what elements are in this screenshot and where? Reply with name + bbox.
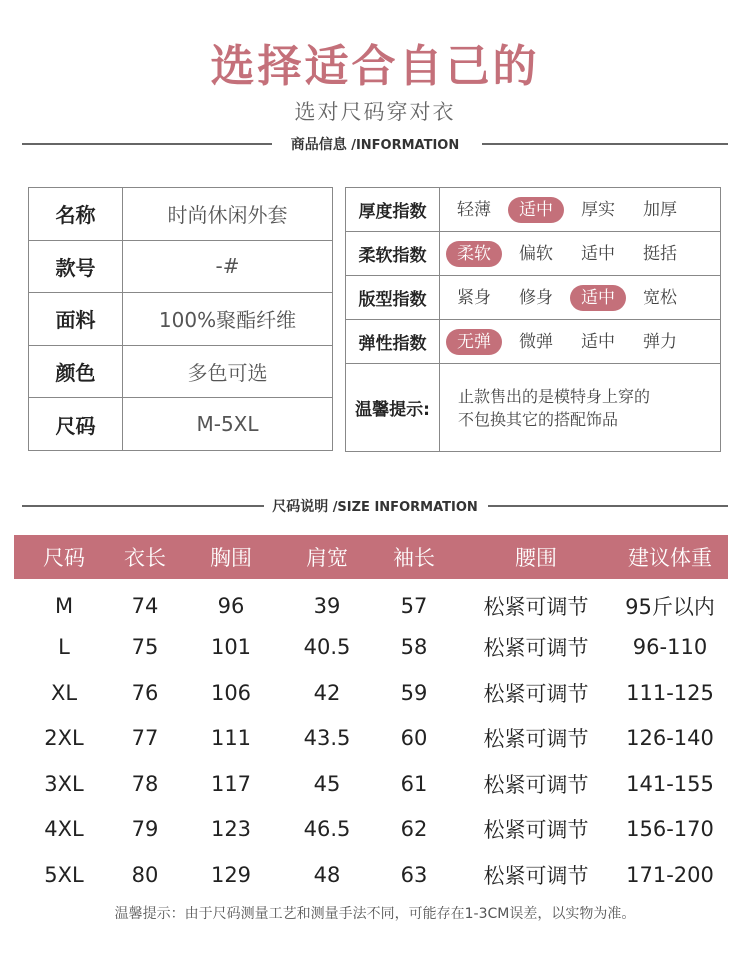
size-cell: 96-110 [632,635,708,660]
size-cell: 57 [400,593,428,618]
info-row [29,345,333,398]
info-key: 款号 [29,240,123,293]
info-row [29,240,333,293]
info-row [29,293,333,346]
size-cell: 3XL [44,771,84,796]
size-cell: 129 [210,862,252,887]
table-row [14,716,728,762]
index-option: 柔软 [446,241,502,267]
size-cell: 45 [313,771,341,796]
size-cell: 58 [400,635,428,660]
info-value: 多色可选 [123,345,333,398]
size-cell: XL [50,680,78,705]
info-key: 颜色 [29,345,123,398]
index-row [346,232,721,276]
section-title-en: /SIZE INFORMATION [332,500,478,515]
size-header-row [14,535,728,579]
size-cell: L [58,635,70,660]
index-option: 适中 [581,243,615,264]
size-cell: 松紧可调节 [483,863,589,888]
tip-line-1: 止款售出的是模特身上穿的 [458,386,651,406]
index-option: 无弹 [446,329,502,355]
size-section-header [0,494,750,518]
size-cell: 43.5 [303,726,351,751]
index-option: 轻薄 [457,199,491,220]
size-cell: 松紧可调节 [483,772,589,797]
index-row [346,276,721,320]
table-row [14,807,728,853]
size-cell: 111-125 [626,680,714,705]
index-key: 弹性指数 [346,320,440,364]
info-key: 名称 [29,188,123,241]
size-header-cell: 袖长 [368,535,460,579]
size-cell: 61 [400,771,428,796]
size-cell: 123 [210,817,252,842]
size-cell: 111 [210,726,252,751]
size-cell: 2XL [44,726,84,751]
info-key: 尺码 [29,398,123,451]
index-option: 弹力 [643,331,677,352]
product-info-table [28,187,333,451]
size-table [14,535,728,898]
table-row [14,625,728,671]
index-row [346,320,721,364]
size-cell: 79 [131,817,159,842]
index-key: 厚度指数 [346,188,440,232]
tip-text [440,364,721,452]
page-title: 选择适合自己的 [210,41,540,92]
size-cell: 74 [131,593,159,618]
index-option: 微弹 [519,331,553,352]
info-key: 面料 [29,293,123,346]
size-cell: 80 [131,862,159,887]
section-title-en: /INFORMATION [351,138,460,153]
table-row [14,579,728,625]
index-option: 偏软 [519,243,553,264]
size-cell: 松紧可调节 [483,818,589,843]
size-cell: 75 [131,635,159,660]
size-cell: 126-140 [626,726,714,751]
size-cell: 78 [131,771,159,796]
size-cell: 156-170 [626,817,714,842]
index-table [345,187,721,452]
index-options [440,232,721,276]
size-cell: 77 [131,726,159,751]
size-cell: 5XL [44,862,84,887]
index-key: 柔软指数 [346,232,440,276]
index-options [440,276,721,320]
size-cell: 松紧可调节 [483,727,589,752]
info-row [29,188,333,241]
size-cell: 39 [313,593,341,618]
index-option: 适中 [508,197,564,223]
index-option: 修身 [519,287,553,308]
size-cell: 4XL [44,817,84,842]
footnote: 温馨提示：由于尺码测量工艺和测量手法不同，可能存在1-3CM误差，以实物为准。 [114,906,636,922]
size-cell: 松紧可调节 [483,594,589,619]
index-option: 厚实 [581,199,615,220]
table-row [14,761,728,807]
table-row [14,852,728,898]
size-cell: 40.5 [303,635,351,660]
index-options [440,188,721,232]
size-cell: 松紧可调节 [483,636,589,661]
info-value: 100%聚酯纤维 [123,293,333,346]
size-cell: 117 [210,771,252,796]
product-section-header [0,132,750,156]
table-row [14,670,728,716]
size-header-cell: 建议体重 [612,535,728,579]
size-cell: 48 [313,862,341,887]
info-row [29,398,333,451]
info-value: M-5XL [123,398,333,451]
tip-row [346,364,721,452]
size-header-cell: 衣长 [114,535,176,579]
size-header-cell: 肩宽 [286,535,368,579]
index-key: 版型指数 [346,276,440,320]
index-option: 适中 [570,285,626,311]
size-cell: 60 [400,726,428,751]
info-value: -# [123,240,333,293]
info-value: 时尚休闲外套 [123,188,333,241]
section-title-zh: 商品信息 [290,137,347,153]
size-cell: 63 [400,862,428,887]
index-option: 紧身 [457,287,491,308]
size-cell: 106 [210,680,252,705]
size-cell: 59 [400,680,428,705]
index-option: 宽松 [643,287,677,308]
index-option: 加厚 [643,199,677,220]
section-title-zh: 尺码说明 [272,499,329,515]
size-cell: 101 [210,635,252,660]
size-cell: 46.5 [303,817,351,842]
size-cell: 95斤以内 [625,594,715,619]
tip-line-2: 不包换其它的搭配饰品 [458,409,619,429]
tip-key: 温馨提示: [346,364,440,452]
index-row [346,188,721,232]
size-cell: 松紧可调节 [483,681,589,706]
index-options [440,320,721,364]
size-header-cell: 尺码 [14,535,114,579]
size-cell: 141-155 [626,771,714,796]
size-cell: M [54,593,74,618]
size-cell: 62 [400,817,428,842]
index-option: 适中 [581,331,615,352]
size-cell: 171-200 [626,862,714,887]
size-cell: 96 [217,593,245,618]
index-option: 挺括 [643,243,677,264]
size-cell: 42 [313,680,341,705]
page-subtitle: 选对尺码穿对衣 [294,100,456,124]
size-header-cell: 胸围 [176,535,286,579]
size-header-cell: 腰围 [460,535,612,579]
size-cell: 76 [131,680,159,705]
